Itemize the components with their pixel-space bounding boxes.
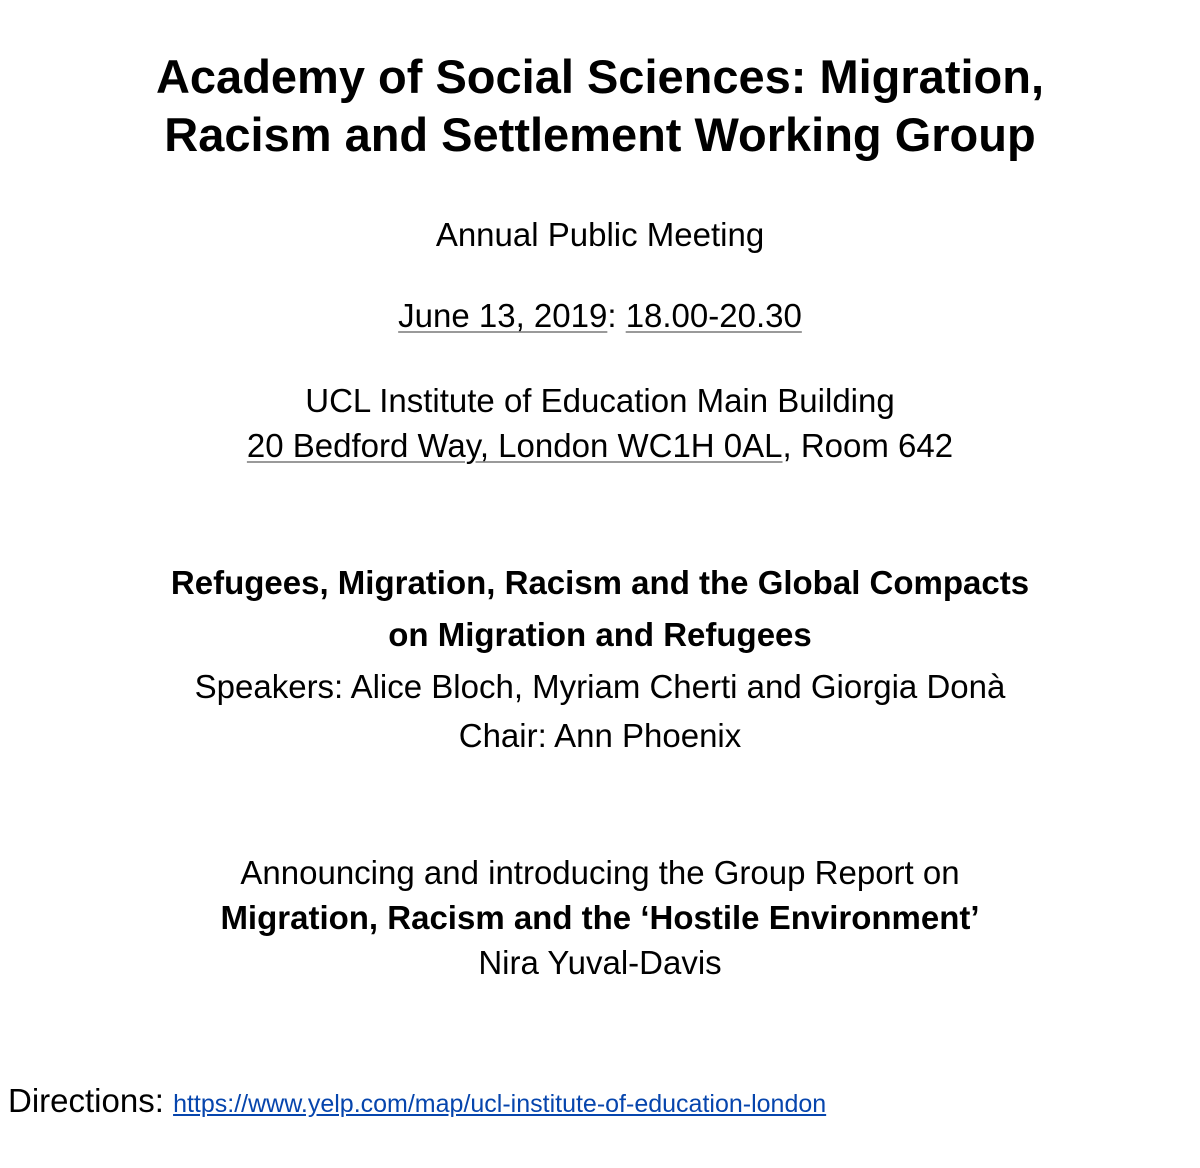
venue-building: UCL Institute of Education Main Building	[305, 382, 895, 419]
date-link[interactable]: June 13, 2019	[398, 297, 608, 334]
report-title: Migration, Racism and the ‘Hostile Environment’	[220, 899, 980, 936]
venue-room: , Room 642	[782, 427, 954, 464]
title-line-1: Academy of Social Sciences: Migration,	[155, 50, 1045, 103]
meeting-type: Annual Public Meeting	[435, 216, 765, 253]
date-time-line	[0, 296, 1200, 336]
date-separator: :	[607, 297, 617, 334]
address-link[interactable]: 20 Bedford Way, London WC1H 0AL	[246, 427, 783, 464]
title-line-2: Racism and Settlement Working Group	[164, 108, 1036, 161]
report-intro: Announcing and introducing the Group Report on	[240, 854, 960, 891]
directions-link[interactable]: https://www.yelp.com/map/ucl-institute-of-education-london	[173, 1090, 827, 1118]
time-link[interactable]: 18.00-20.30	[625, 297, 802, 334]
report-author: Nira Yuval-Davis	[478, 944, 722, 981]
directions-line	[8, 1081, 826, 1124]
speakers: Speakers: Alice Bloch, Myriam Cherti and Giorgia Donà	[194, 668, 1006, 705]
talk-title-line-2: on Migration and Refugees	[388, 616, 812, 653]
chair: Chair: Ann Phoenix	[458, 717, 742, 754]
directions-label: Directions:	[8, 1082, 164, 1119]
venue-address-line	[0, 426, 1200, 466]
talk-title-line-1: Refugees, Migration, Racism and the Global Compacts	[170, 564, 1030, 601]
